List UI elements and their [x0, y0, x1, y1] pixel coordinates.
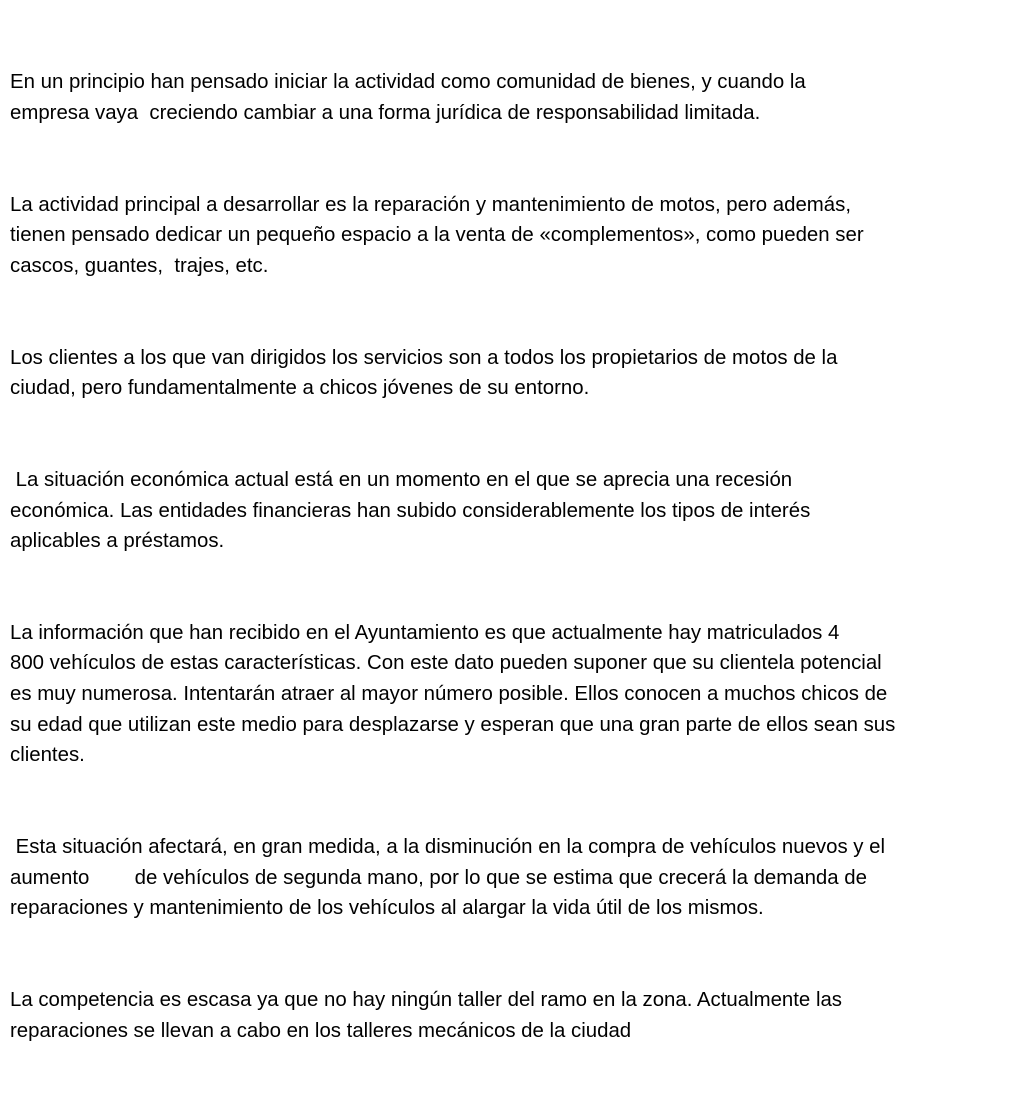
paragraph-main-activity: La actividad principal a desarrollar es la reparación y mantenimiento de motos, pero además, tienen pensado dedicar un pequeño espacio a la venta de «complementos», como pueden ser cascos, guantes, trajes, etc.	[10, 193, 864, 277]
paragraph-clients: Los clientes a los que van dirigidos los servicios son a todos los propietarios de motos de la ciudad, pero fundamentalmente a chicos jóvenes de su entorno.	[10, 346, 838, 400]
paragraph-market-effect: Esta situación afectará, en gran medida, a la disminución en la compra de vehículos nuevos y el aumento de vehículos de segunda mano, por lo que se estima que crecerá la demanda de reparaciones y mantenimiento de los vehículos al alargar la vida útil de los mismos.	[10, 836, 886, 920]
paragraph-economic-situation: La situación económica actual está en un momento en el que se aprecia una recesión económica. Las entidades financieras han subido considerablemente los tipos de interés aplicables a préstamos.	[10, 468, 811, 553]
paragraph-registered-vehicles: La información que han recibido en el Ayuntamiento es que actualmente hay matriculados 4 800 vehículos de estas características. Con este dato pueden suponer que su clientela potencial es muy numerosa. Intentarán atraer al mayor número posible. Ellos conocen a muchos chicos de su edad que utilizan este medio para desplazarse y esperan que una gran parte de ellos sean sus clientes.	[10, 621, 896, 767]
paragraph-legal-form: En un principio han pensado iniciar la actividad como comunidad de bienes, y cuando la empresa vaya creciendo cambiar a una forma jurídica de responsabilidad limitada.	[10, 71, 806, 124]
paragraph-competition: La competencia es escasa ya que no hay ningún taller del ramo en la zona. Actualmente las reparaciones se llevan a cabo en los talleres mecánicos de la ciudad	[10, 989, 843, 1042]
text-body	[10, 6, 1014, 1107]
